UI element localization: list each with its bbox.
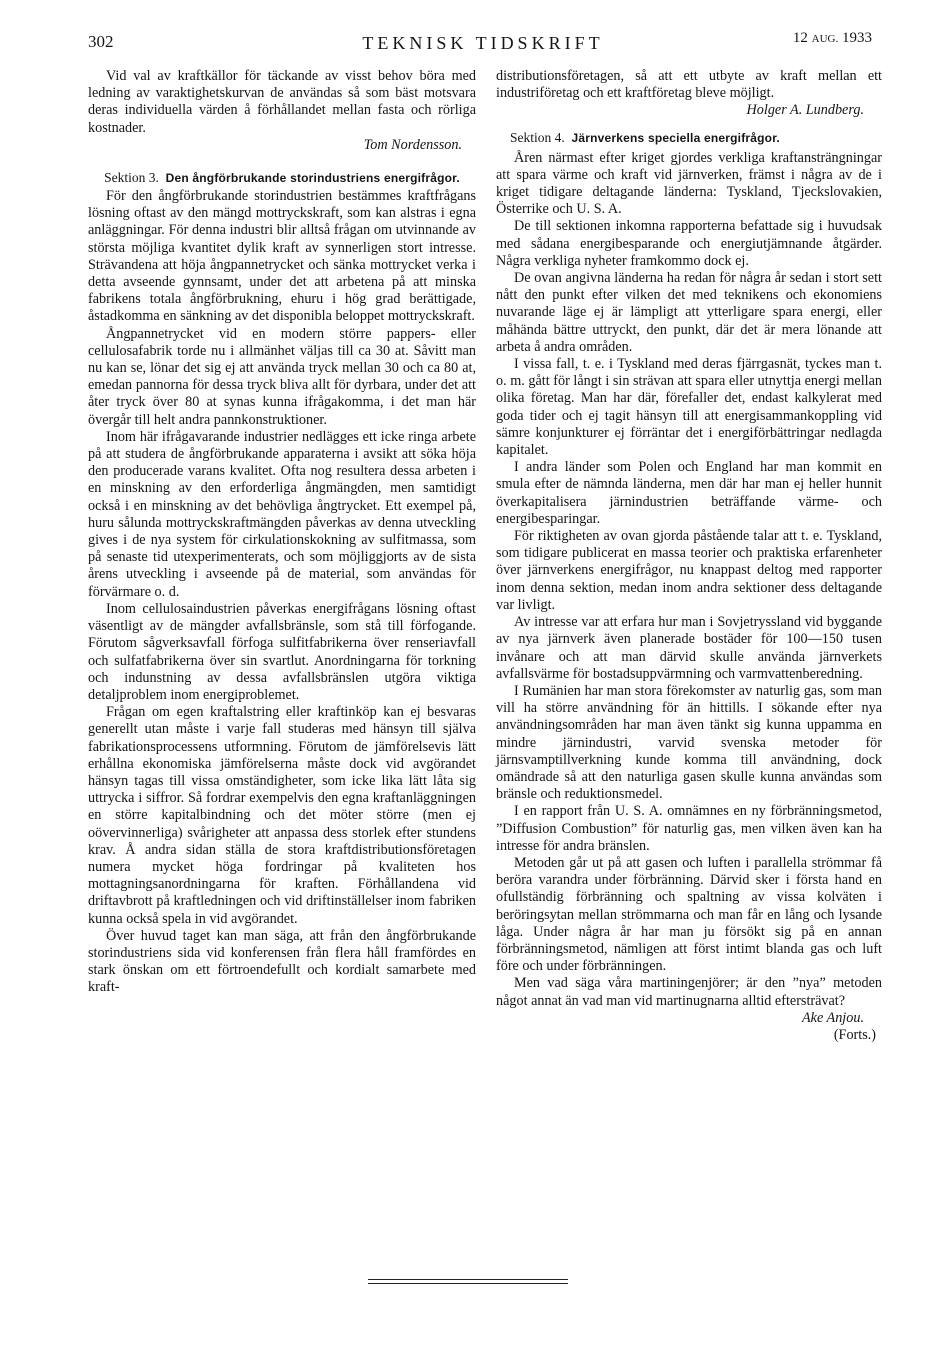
right-paragraph: I andra länder som Polen och England har man kommit en smula efter de nämnda länderna, men där har man ej heller hunnit överkapitalisera järnindustrien beträffande värme- och energibesparingar.: [496, 459, 882, 527]
right-paragraph: För riktigheten av ovan gjorda påstående talar att t. e. Tyskland, som tidigare publicerat en massa teorier och praktiska erfarenheter över järnverkens energifrågor, nu knappast deltog med rapporter inom denna sektion, medan inom andra sektioner dess deltagande var livligt.: [496, 528, 882, 613]
continued-note: (Forts.): [833, 1026, 876, 1043]
continuation-signature: Holger A. Lundberg.: [746, 102, 864, 119]
section-3-label: Sektion 3.: [104, 170, 159, 186]
section-3-heading: [88, 170, 476, 186]
left-paragraph: Inom cellulosaindustrien påverkas energifrågans lösning oftast väsentligt av de mängder avfallsbränsle, som stå till förfogande. Förutom sågverksavfall förfoga sulfitfabrikerna över renseriavfall och sulfatfabrikerna över sin svartlut. Anordningarna för torkning och indunstning av dessa avfallsbränslen utgöra viktiga detaljproblem inom energiproblemet.: [88, 600, 476, 703]
section-4-label: Sektion 4.: [510, 129, 565, 145]
left-paragraph: Ångpannetrycket vid en modern större pappers- eller cellulosafabrik torde nu i allmänhet väljas till ca 30 at. Såvitt man nu kan se, lönar det sig ej att använda tryck mellan 30 och ca 80 at, emedan pannorna för dessa tryck bliva allt för dyrbara, under det att åter tryck över 80 at synas kunna ifrågakomma, i det man här övergår till helt andra pannkonstruktioner.: [88, 325, 476, 428]
page-number: 302: [88, 32, 114, 51]
section-4-heading: [496, 130, 882, 146]
right-paragraph: Metoden går ut på att gasen och luften i parallella strömmar få beröra varandra under förbränning. Därvid sker i första hand en ofullständig förbränning och spaltning av vissa kolväten i beröringsytan mellan strömmarna och man får en lång och lysande låga. Under några år har man ju försökt sig på en annan förbränningsmetod, nämligen att först intimt blanda gas och luft före och under förbränningen.: [496, 854, 882, 975]
left-column: [88, 68, 476, 997]
intro-paragraph: Vid val av kraftkällor för täckande av visst behov böra med ledning av varaktighetskurvan de användas så som bäst motsvara deras individuella värden å förhållandet mellan fasta och rörliga kostnader.: [88, 68, 476, 136]
right-paragraph: Åren närmast efter kriget gjordes verkliga kraftansträngningar att spara värme och kraft vid järnverken, främst i några av de i kriget tidigare deltagande länderna: Tyskland, Tjeckslovakien, Österrike och U. S. A.: [496, 149, 882, 218]
date-day: 12: [792, 30, 808, 46]
journal-title: TEKNISK TIDSKRIFT: [362, 33, 604, 53]
left-paragraph: Frågan om egen kraftalstring eller kraftinköp kan ej besvaras generellt utan måste i varje fall studeras med hänsyn till själva fabrikationsprocessens utformning. Förutom de jämförelsevis lätt erhållna ekonomiska jämförelserna måste dock vid avgörandet hänsyn tagas till vissa omständigheter, som icke lika lätt låta sig uttrycka i siffror. Så fordrar exempelvis den egna kraftanläggningen en större kapitalbindning och det möter större (men ej oövervinnerliga) svårigheter att anpassa dess storlek efter stundens krav. Å andra sidan ställa de stora kraftdistributionsföretagen numera mycket höga fordringar på kvaliteten hos mottagningsanordningarna för kraften. Förhållandena vid driftavbrott på kraftledningen och vid driftinställelser inom fabriken kunna också spela in vid avgörandet.: [88, 704, 476, 927]
end-rule-top: [368, 1279, 568, 1280]
right-paragraph: I Rumänien har man stora förekomster av naturlig gas, som man vill ha större användning för än hittills. I sökande efter nya användningsområden har man även tänkt sig kunna uppamma en mindre järnindustri, varvid svenska metoder för järnsvamptillverkning kunde komma till användning, dock omändrade så att den naturliga gasen skulle kunna användas som bränsle och reduktionsmedel.: [496, 682, 882, 803]
issue-date: [793, 30, 872, 47]
right-paragraph: De till sektionen inkomna rapporterna befattade sig i huvudsak med sådana energibesparande och energiutjämnande åtgärder. Några verkliga nyheter framkommo dock ej.: [496, 218, 882, 269]
left-paragraph: Över huvud taget kan man säga, att från den ångförbrukande storindustriens sida vid konferensen från flera håll framfördes en stark önskan om ett förtroendefullt och kordialt samarbete med kraft-: [88, 927, 476, 996]
continuation-paragraph: distributionsföretagen, så att ett utbyte av kraft mellan ett industriföretag och ett kraftföretag bleve möjligt.: [496, 68, 882, 102]
right-paragraph: De ovan angivna länderna ha redan för några år sedan i stort sett nått den punkt efter vilken det med teknikens och ekonomiens nuvarande läge ej är lämpligt att ytterligare spara energi, eller måhända bättre uttryckt, den punkt, där det är mera lönande att arbeta å andra områden.: [496, 270, 882, 355]
final-signature: Ake Anjou.: [802, 1009, 864, 1026]
right-paragraph: Men vad säga våra martiningenjörer; är den ”nya” metoden något annat än vad man vid martinugnarna alltid eftersträvat?: [496, 975, 882, 1009]
page-header: [88, 30, 878, 56]
right-paragraph: I en rapport från U. S. A. omnämnes en ny förbränningsmetod, ”Diffusion Combustion” för naturlig gas, men vilken även kan ha intresse för andra bränslen.: [496, 803, 882, 854]
left-paragraph: För den ångförbrukande storindustrien bestämmes kraftfrågans lösning oftast av den mängd mottryckskraft, som kan alstras i egna anläggningar. För denna industri blir alltså frågan om utvinnande av största möjliga kvantitet dylik kraft av synnerligen stort intresse. Strävandena att höja ångpannetrycket och sänka mottrycket verka i detta avseende gynnsamt, under det att arbetena på att minska fabrikens totala ångförbrukning, ehuru i hög grad berättigade, åstadkomma en sänkning av det disponibla beloppet mottryckskraft.: [88, 188, 476, 325]
date-month: AUG.: [811, 33, 839, 45]
right-paragraph: I vissa fall, t. e. i Tyskland med deras fjärrgasnät, tyckes man t. o. m. gått för långt i sin strävan att spara eller utnyttja energi mellan olika företag. Man har där, förefaller det, endast kalkylerat med goda tider och ej tagit hänsyn till att energisammankoppling vid sämre konjunkturer ej förräntar det i energiförbättringar nedlagda kapitalet.: [496, 356, 882, 459]
date-year: 1933: [842, 30, 872, 46]
left-paragraph: Inom här ifrågavarande industrier nedlägges ett icke ringa arbete på att studera de ångförbrukande apparaterna i avsikt att söka höja den producerade varans kvalitet. Ofta nog resultera dessa arbeten i en minskning av den erforderliga ångmängden, men samtidigt också i en minskning av det behövliga ångtrycket. Ett exempel på, huru sålunda mottryckskraftmängden påverkas av denna utveckling gives i de nya system för cirkulationskokning av sulfitmassa, som på senaste tid utexperimenterats, och som möjliggjorts av de sista årens utveckling i avseende på de material, som användas för förvärmare o. d.: [88, 428, 476, 600]
right-paragraph: Av intresse var att erfara hur man i Sovjetryssland vid byggande av nya järnverk även planerade bostäder för 100—150 tusen invånare och att man därvid skulle använda järnverkets avfallsvärme för bostadsuppvärmning och varmvattenberedning.: [496, 614, 882, 682]
intro-signature: Tom Nordensson.: [363, 136, 462, 153]
section-3-title: Den ångförbrukande storindustriens energifrågor.: [165, 171, 460, 186]
right-column: [496, 68, 882, 1044]
end-rule-bottom: [368, 1283, 568, 1284]
section-4-title: Järnverkens speciella energifrågor.: [571, 130, 780, 145]
